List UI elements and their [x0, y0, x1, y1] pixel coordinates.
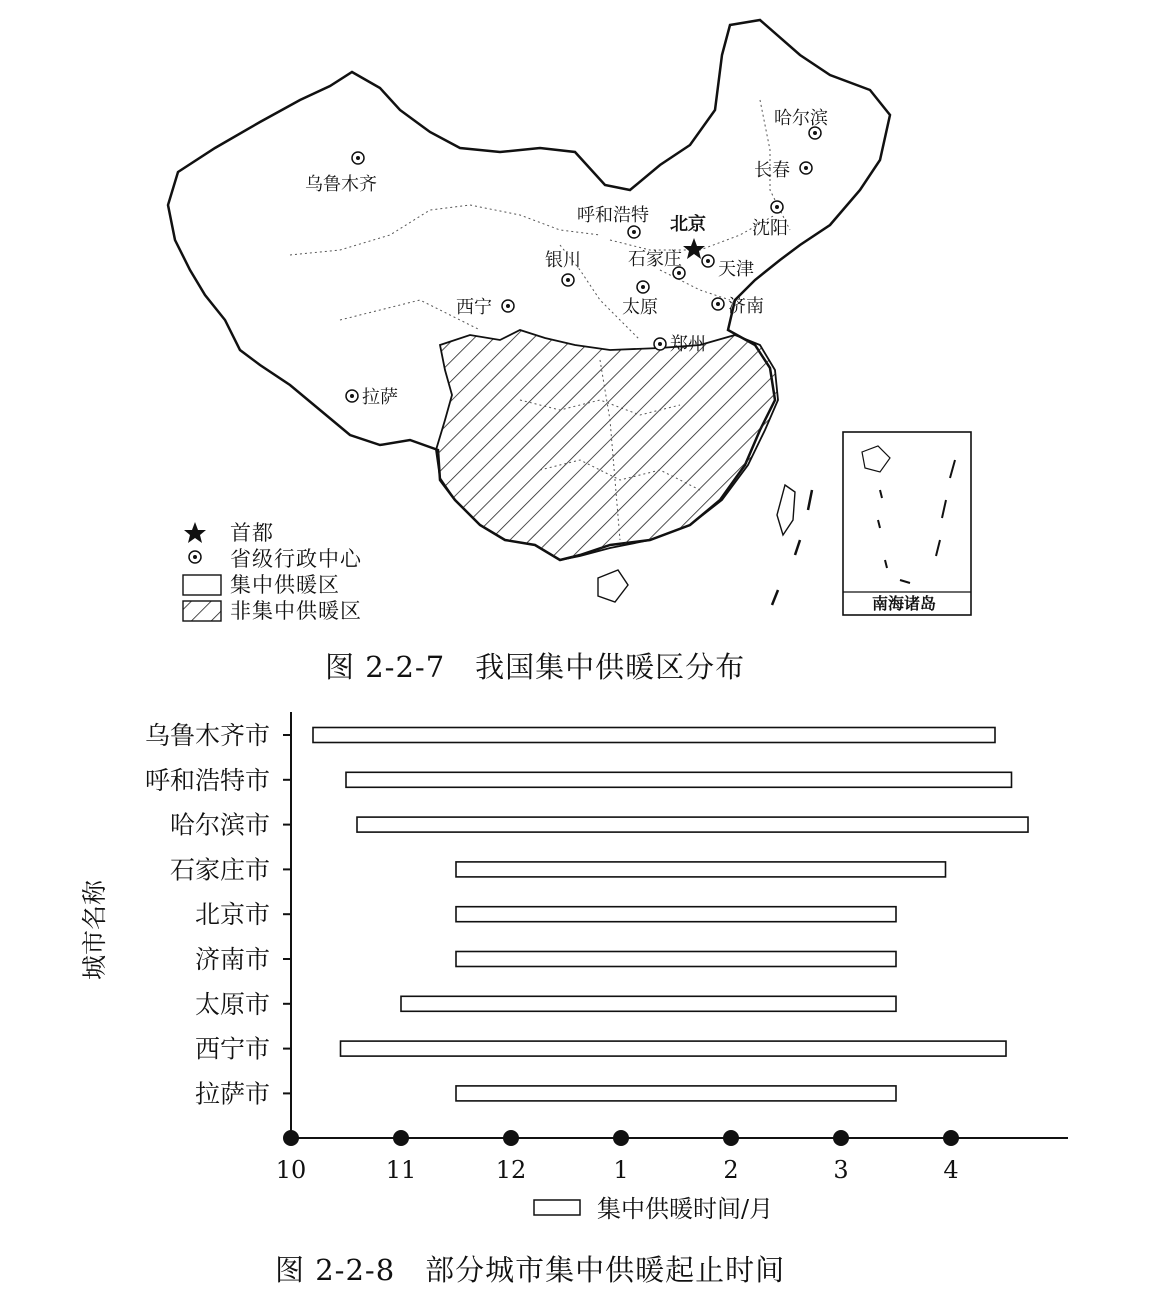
heating-bar: [313, 728, 995, 743]
chart-legend-label: 集中供暖时间/月: [597, 1195, 774, 1223]
svg-text:哈尔滨: 哈尔滨: [774, 108, 828, 129]
heating-bar: [456, 862, 946, 877]
svg-text:天津: 天津: [718, 259, 754, 280]
x-tick-dot: [833, 1130, 849, 1146]
x-tick-label: 4: [943, 1156, 959, 1184]
svg-text:太原: 太原: [622, 297, 658, 318]
svg-text:呼和浩特: 呼和浩特: [577, 205, 649, 226]
south-china-sea-inset: [843, 432, 971, 615]
heating-period-chart: [0, 700, 1152, 1299]
capital-label: 北京: [670, 214, 706, 235]
legend-provincial-center: [189, 547, 362, 571]
x-tick-label: 11: [385, 1156, 417, 1184]
svg-text:乌鲁木齐: 乌鲁木齐: [305, 174, 377, 195]
non-central-heating-region: [436, 330, 778, 560]
legend-central-heating: [183, 573, 340, 597]
heating-bar: [456, 1086, 896, 1101]
city-label: 济南市: [194, 945, 270, 974]
x-tick-label: 10: [275, 1156, 307, 1184]
x-tick-label: 2: [723, 1156, 739, 1184]
heating-bar: [357, 817, 1028, 832]
x-tick-dot: [613, 1130, 629, 1146]
heating-bar: [341, 1041, 1007, 1056]
svg-text:西宁: 西宁: [456, 297, 492, 318]
heating-bar: [456, 907, 896, 922]
x-tick-dot: [503, 1130, 519, 1146]
city-label: 乌鲁木齐市: [144, 721, 270, 750]
taiwan-island: [777, 485, 795, 535]
svg-text:石家庄: 石家庄: [628, 249, 682, 270]
svg-text:长春: 长春: [754, 160, 790, 181]
x-tick-dot: [283, 1130, 299, 1146]
inset-label: 南海诸岛: [872, 594, 937, 613]
figure-2-caption: 图 2-2-8 部分城市集中供暖起止时间: [275, 1253, 786, 1287]
x-tick-label: 12: [495, 1156, 527, 1184]
city-label: 西宁市: [194, 1034, 270, 1064]
city-label: 拉萨市: [194, 1079, 270, 1109]
svg-text:首都: 首都: [230, 521, 274, 545]
svg-text:集中供暖区: 集中供暖区: [230, 573, 340, 597]
svg-text:省级行政中心: 省级行政中心: [230, 547, 362, 571]
legend-non-central-heating: [183, 599, 362, 623]
city-label: 哈尔滨市: [169, 810, 270, 840]
city-label: 石家庄市: [169, 855, 270, 885]
svg-text:沈阳: 沈阳: [752, 218, 788, 239]
heating-bar: [401, 996, 896, 1011]
x-tick-label: 3: [833, 1156, 849, 1184]
heating-bars: [313, 728, 1028, 1101]
legend-capital: [184, 521, 274, 545]
x-tick-dot: [723, 1130, 739, 1146]
heating-bar: [456, 952, 896, 967]
hainan-island: [598, 570, 628, 602]
city-label: 呼和浩特市: [144, 765, 270, 795]
city-labels: [145, 721, 291, 1108]
chart-legend: [534, 1195, 773, 1223]
heating-bar: [346, 772, 1012, 787]
x-tick-dot: [393, 1130, 409, 1146]
svg-text:拉萨: 拉萨: [362, 387, 398, 408]
y-axis-label: 城市名称: [80, 879, 109, 981]
city-label: 太原市: [194, 989, 270, 1019]
svg-text:银川: 银川: [545, 250, 581, 271]
map-legend: [183, 521, 362, 623]
figure-1-caption: 图 2-2-7 我国集中供暖区分布: [325, 650, 746, 684]
svg-text:济南: 济南: [728, 296, 764, 317]
x-tick-label: 1: [613, 1156, 629, 1184]
svg-text:非集中供暖区: 非集中供暖区: [230, 599, 362, 623]
x-tick-dot: [943, 1130, 959, 1146]
city-label: 北京市: [194, 900, 270, 930]
svg-text:郑州: 郑州: [670, 334, 706, 355]
